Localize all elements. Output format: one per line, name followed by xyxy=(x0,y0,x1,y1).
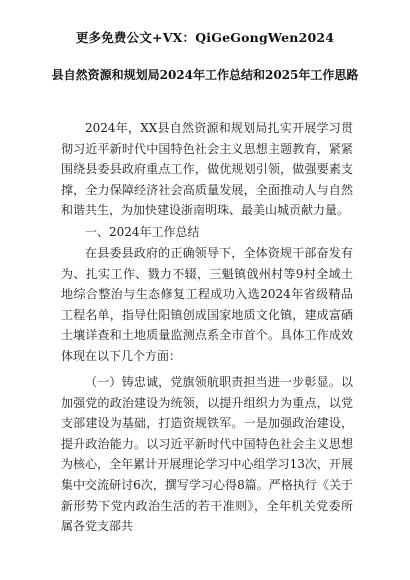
watermark-header: 更多免费公文+VX：QiGeGongWen2024 xyxy=(75,30,335,45)
section-heading: 一、2024年工作总结 xyxy=(85,225,200,239)
document-title: 县自然资源和规划局2024年工作总结和2025年工作思路 xyxy=(51,68,359,82)
item-one-paragraph: （一）铸忠诚，党旗领航职责担当进一步彰显。以加强党的政治建设为统领，以提升组织力为重点，以党支部建设为基础，打造资规铁军。一是加强政治建设，提升政治能力。以习近平新时代中国特色社会主义思想为核心，全年累计开展理论学习中心组学习13次，开展集中交流研讨6次，撰写学习心得8篇。严格执行《关于新形势下党内政治生活的若干准则》，全年机关党委所属各党支部共 xyxy=(61,375,353,534)
summary-paragraph: 在县委县政府的正确领导下，全体资规干部奋发有为、扎实工作、戮力不辍，三魁镇戗州村等9村全域土地综合整治与生态修复工程成功入选2024年省级精品工程名单，指导仕阳镇创成国家地质文化镇，建成富硒土壤详查和土地质量监测点系全市首个。具体工作成效体现在以下几个方面： xyxy=(61,246,353,363)
intro-paragraph: 2024年，XX县自然资源和规划局扎实开展学习贯彻习近平新时代中国特色社会主义思想主题教育，紧紧围绕县委县政府重点工作，做优规划引领，做强要素支撑，全力保障经济社会高质量发展，全面推动人与自然和谐共生，为加快建设浙南明珠、最美山城贡献力量。 xyxy=(61,121,353,218)
